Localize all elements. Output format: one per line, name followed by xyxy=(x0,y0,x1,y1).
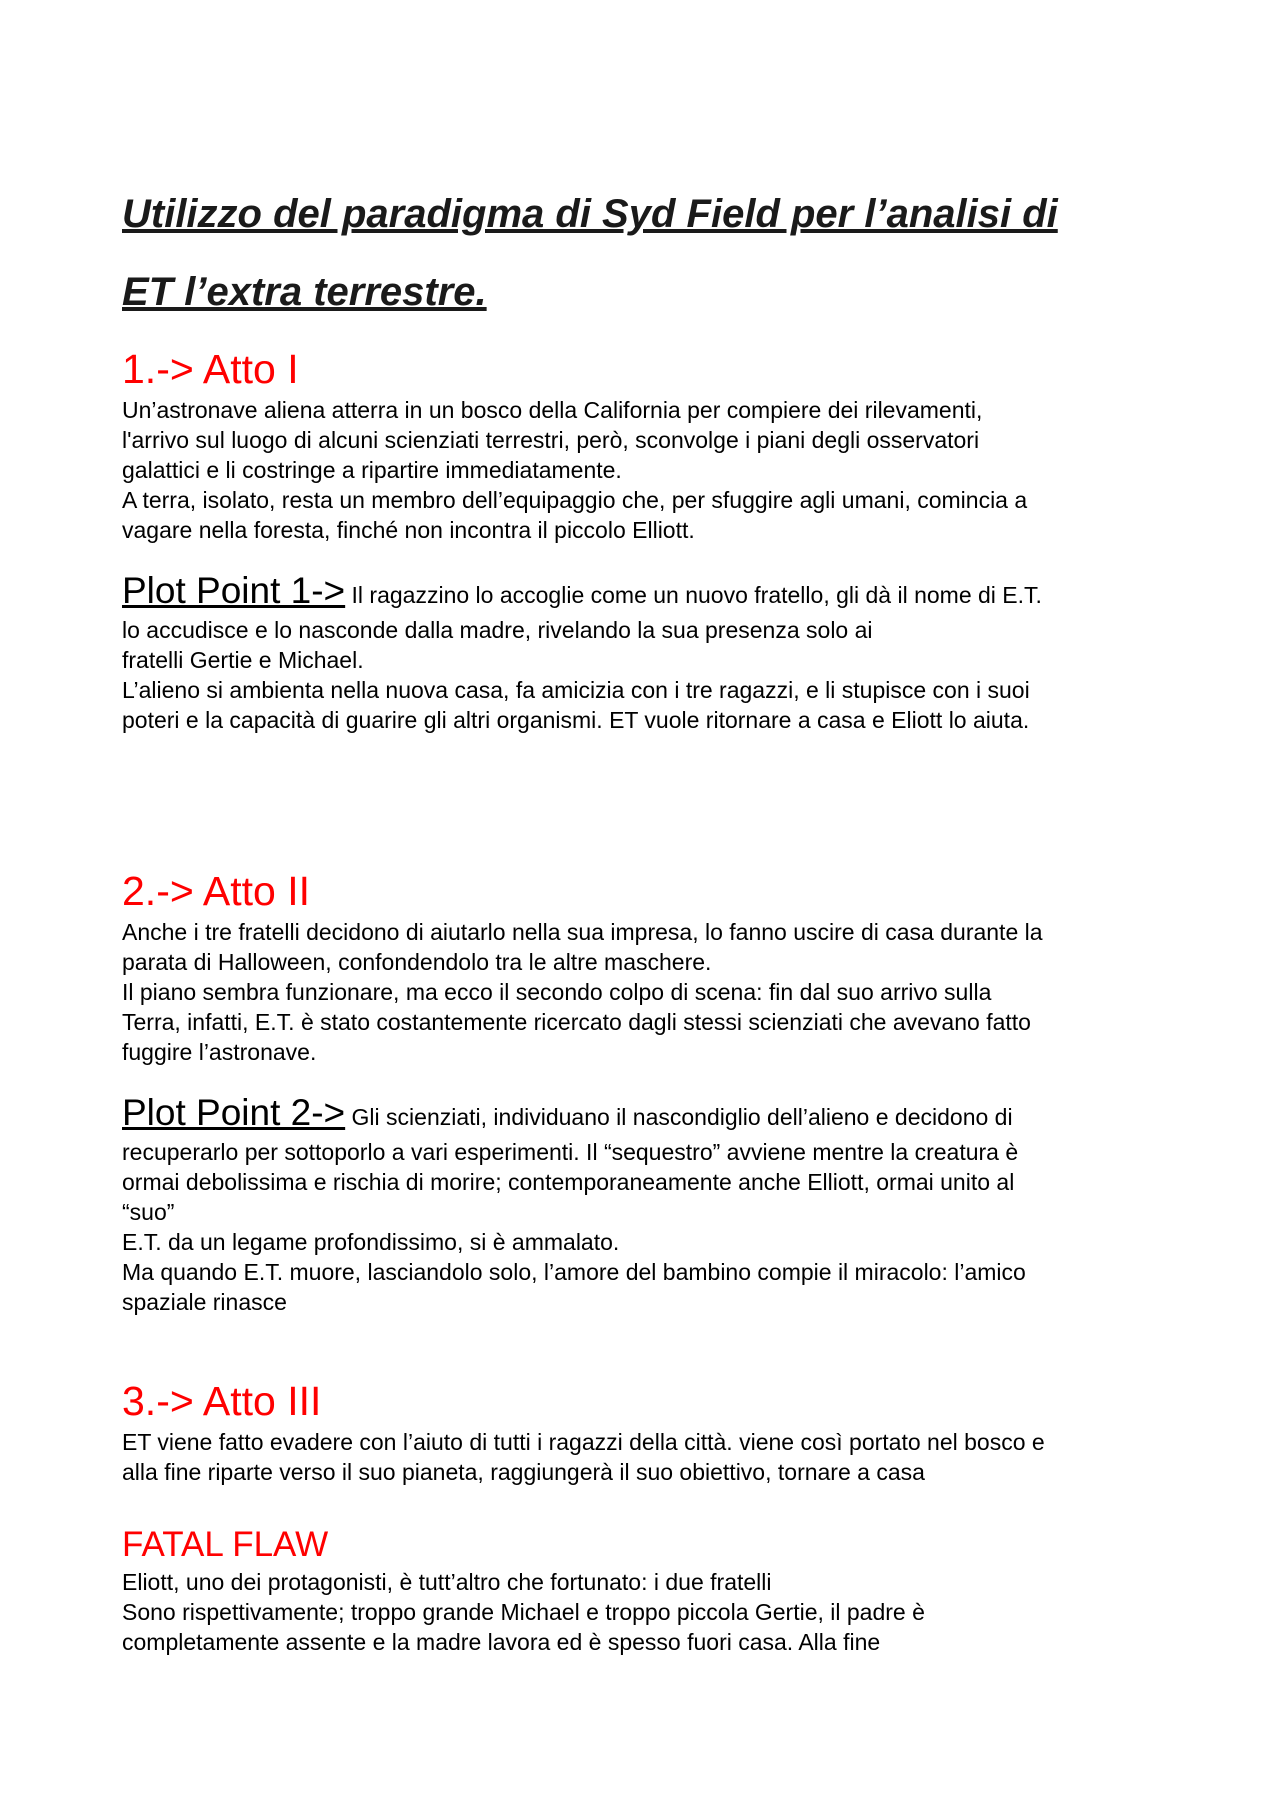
atto-1-body xyxy=(122,395,1182,545)
plot-point-2-line: ormai debolissima e rischia di morire; contemporaneamente anche Elliott, ormai unito al xyxy=(122,1169,1015,1195)
title-line-2: ET l’extra terrestre. xyxy=(122,270,487,314)
atto-2-line: parata di Halloween, confondendolo tra le altre maschere. xyxy=(122,949,712,975)
atto-2-line: Il piano sembra funzionare, ma ecco il secondo colpo di scena: fin dal suo arrivo sulla xyxy=(122,979,992,1005)
fatal-flaw-heading: FATAL FLAW xyxy=(122,1525,329,1564)
atto-2-line: fuggire l’astronave. xyxy=(122,1039,317,1065)
plot-point-2-line: E.T. da un legame profondissimo, si è ammalato. xyxy=(122,1229,620,1255)
plot-point-2-first-line xyxy=(122,1093,1182,1137)
plot-point-2-body xyxy=(122,1137,1182,1317)
section-plot-point-1 xyxy=(122,571,1182,735)
atto-2-line: Terra, infatti, E.T. è stato costantemente ricercato dagli stessi scienziati che avevano fatto xyxy=(122,1009,1031,1035)
fatal-flaw-line: Eliott, uno dei protagonisti, è tutt’altro che fortunato: i due fratelli xyxy=(122,1569,772,1595)
plot-point-1-first-line xyxy=(122,571,1182,615)
section-atto-2 xyxy=(122,865,1182,1067)
plot-point-1-line: poteri e la capacità di guarire gli altri organismi. ET vuole ritornare a casa e Eliott lo aiuta. xyxy=(122,707,1030,733)
atto-1-heading: 1.-> Atto I xyxy=(122,346,299,392)
plot-point-2-line: recuperarlo per sottoporlo a vari esperimenti. Il “sequestro” avviene mentre la creatura è xyxy=(122,1139,1019,1165)
plot-point-1-line: fratelli Gertie e Michael. xyxy=(122,647,364,673)
section-fatal-flaw xyxy=(122,1523,1182,1657)
plot-point-2-first-text: Gli scienziati, individuano il nascondiglio dell’alieno e decidono di xyxy=(345,1104,1013,1130)
plot-point-1-first-text: Il ragazzino lo accoglie come un nuovo fratello, gli dà il nome di E.T. xyxy=(345,582,1042,608)
document-title xyxy=(122,175,1182,331)
atto-3-line: alla fine riparte verso il suo pianeta, raggiungerà il suo obiettivo, tornare a casa xyxy=(122,1459,925,1485)
title-line-1: Utilizzo del paradigma di Syd Field per l’analisi di xyxy=(122,192,1058,236)
atto-1-line: vagare nella foresta, finché non incontra il piccolo Elliott. xyxy=(122,517,695,543)
atto-1-line: A terra, isolato, resta un membro dell’equipaggio che, per sfuggire agli umani, comincia a xyxy=(122,487,1028,513)
plot-point-1-body xyxy=(122,615,1182,735)
plot-point-1-line: L’alieno si ambienta nella nuova casa, fa amicizia con i tre ragazzi, e li stupisce con i suoi xyxy=(122,677,1030,703)
document-page xyxy=(122,175,1182,1657)
atto-2-body xyxy=(122,917,1182,1067)
fatal-flaw-body xyxy=(122,1567,1182,1657)
fatal-flaw-line: completamente assente e la madre lavora ed è spesso fuori casa. Alla fine xyxy=(122,1629,881,1655)
atto-2-line: Anche i tre fratelli decidono di aiutarlo nella sua impresa, lo fanno uscire di casa durante la xyxy=(122,919,1043,945)
section-plot-point-2 xyxy=(122,1093,1182,1317)
atto-1-line: l'arrivo sul luogo di alcuni scienziati terrestri, però, sconvolge i piani degli osservatori xyxy=(122,427,980,453)
section-atto-3 xyxy=(122,1375,1182,1487)
atto-1-line: Un’astronave aliena atterra in un bosco della California per compiere dei rilevamenti, xyxy=(122,397,983,423)
plot-point-2-line: Ma quando E.T. muore, lasciandolo solo, l’amore del bambino compie il miracolo: l’amico xyxy=(122,1259,1026,1285)
atto-1-line: galattici e li costringe a ripartire immediatamente. xyxy=(122,457,622,483)
fatal-flaw-line: Sono rispettivamente; troppo grande Michael e troppo piccola Gertie, il padre è xyxy=(122,1599,925,1625)
plot-point-2-line: “suo” xyxy=(122,1199,175,1225)
plot-point-2-line: spaziale rinasce xyxy=(122,1289,287,1315)
atto-3-body xyxy=(122,1427,1182,1487)
atto-2-heading: 2.-> Atto II xyxy=(122,868,311,914)
atto-3-line: ET viene fatto evadere con l’aiuto di tutti i ragazzi della città. viene così portato nel bosco e xyxy=(122,1429,1045,1455)
atto-3-heading: 3.-> Atto III xyxy=(122,1378,322,1424)
plot-point-1-line: lo accudisce e lo nasconde dalla madre, rivelando la sua presenza solo ai xyxy=(122,617,873,643)
section-atto-1 xyxy=(122,343,1182,545)
plot-point-1-label: Plot Point 1-> xyxy=(122,570,346,611)
plot-point-2-label: Plot Point 2-> xyxy=(122,1092,346,1133)
